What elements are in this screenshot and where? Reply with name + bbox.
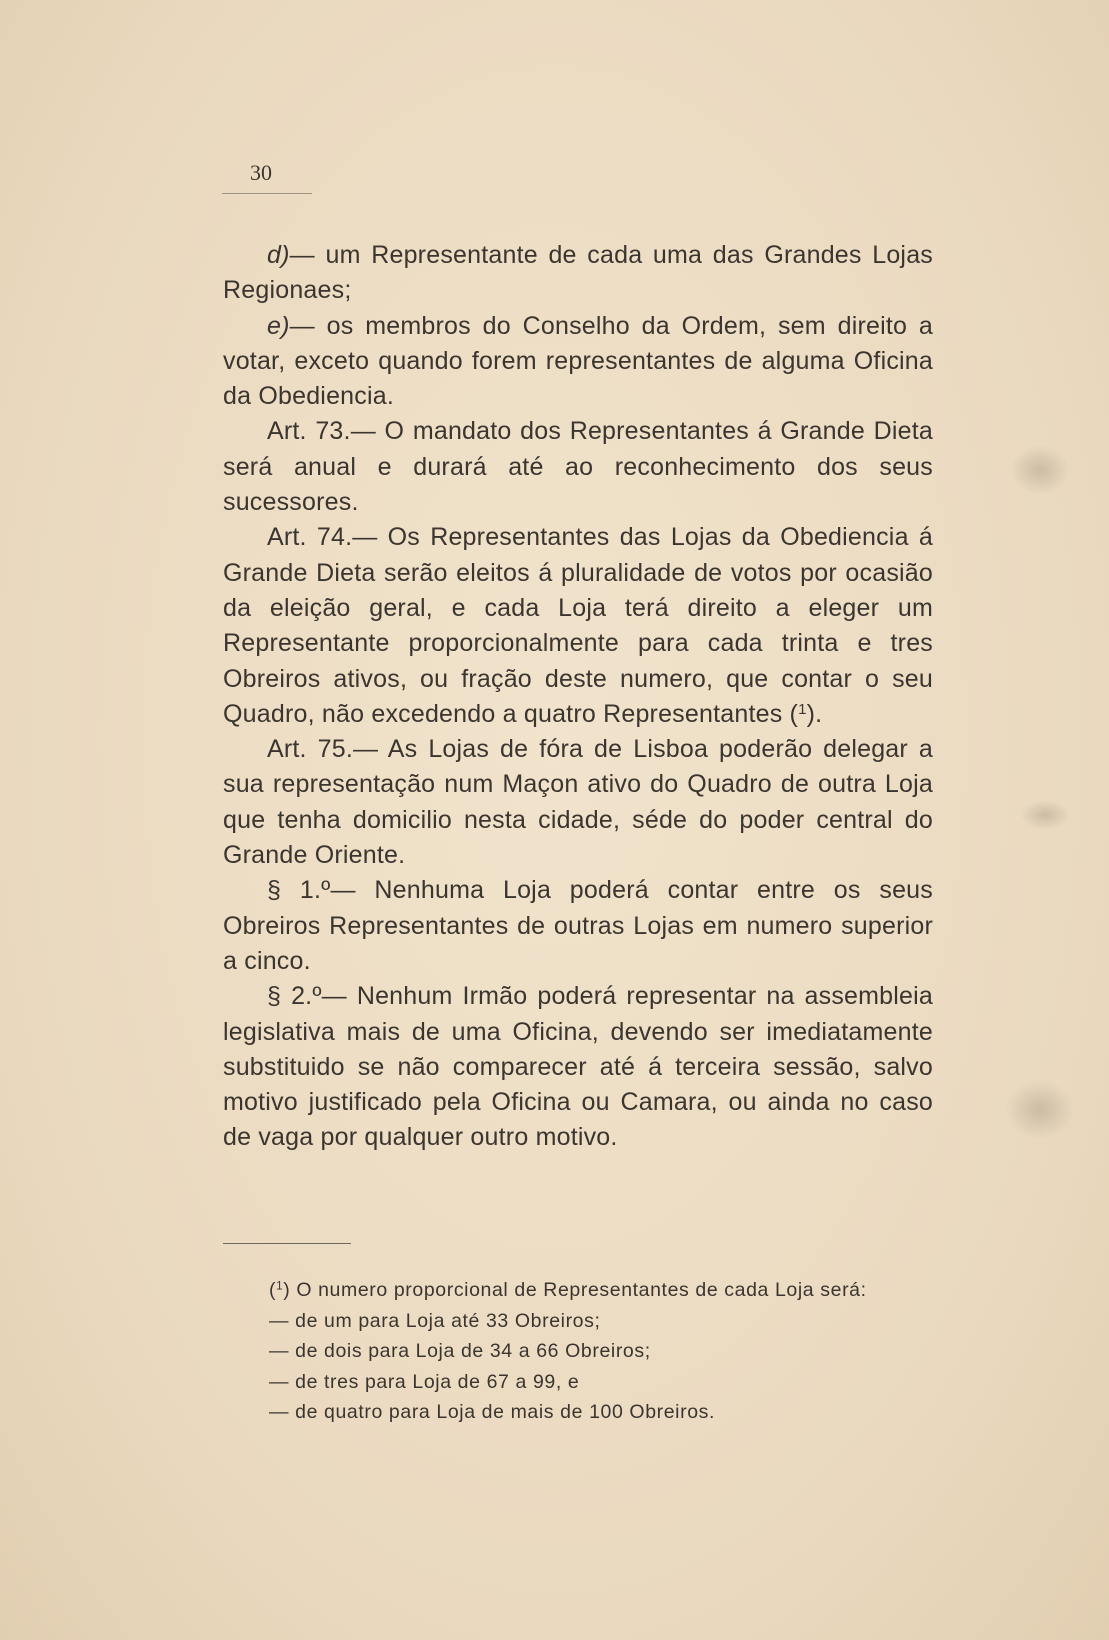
paragraph-text: — os membros do Conselho da Ordem, sem direito a votar, exceto quando forem representantes de alguma Oficina da Obediencia. bbox=[223, 311, 933, 411]
paragraph-d bbox=[223, 238, 933, 309]
paragraph-text: — O mandato dos Representantes á Grande Dieta será anual e durará até ao reconhecimento dos seus sucessores. bbox=[223, 417, 933, 517]
page-stain bbox=[1005, 1080, 1075, 1140]
footnote-intro: ($^1$) O numero proporcional de Representantes de cada Loja será: bbox=[269, 1279, 867, 1301]
article-label: Art. 75. bbox=[267, 735, 354, 764]
paragraph-text: — Os Representantes das Lojas da Obediencia á Grande Dieta serão eleitos á pluralidade de votos por ocasião da eleição geral, e cada Loja terá direito a eleger um Representante proporcionalmente para cada trinta e tres Obreiros ativos, ou fração deste numero, que contar o seu Quadro, não excedendo a quatro Representantes ( bbox=[223, 523, 933, 728]
article-75 bbox=[223, 732, 933, 873]
footnote-item: — de quatro para Loja de mais de 100 Obreiros. bbox=[269, 1401, 716, 1423]
footnote-item: — de um para Loja até 33 Obreiros; bbox=[269, 1309, 601, 1332]
article-73 bbox=[223, 414, 933, 520]
article-label: Art. 73. bbox=[267, 417, 351, 446]
footnote-item: — de tres para Loja de 67 a 99, e bbox=[269, 1370, 580, 1393]
body-text bbox=[223, 238, 933, 1156]
footnote-text: O numero proporcional de Representantes de cada Loja será: bbox=[296, 1279, 867, 1301]
footnote-rule bbox=[223, 1243, 351, 1244]
article-74 bbox=[223, 520, 933, 732]
paragraph-text: — um Representante de cada uma das Grandes Lojas Regionaes; bbox=[223, 241, 933, 305]
page-stain bbox=[1010, 445, 1070, 495]
paragraph-text: — Nenhuma Loja poderá contar entre os seus Obreiros Representantes de outras Lojas em numero superior a cinco. bbox=[223, 876, 933, 975]
page-number: 30 bbox=[250, 160, 272, 185]
footnote-marker: 1 bbox=[276, 1279, 284, 1293]
page-stain bbox=[1020, 800, 1070, 830]
paragraph-text-tail: ). bbox=[806, 699, 823, 728]
footnote-reference[interactable]: 1 bbox=[798, 700, 807, 718]
footnote bbox=[223, 1275, 933, 1428]
footnote-item: — de dois para Loja de 34 a 66 Obreiros; bbox=[269, 1340, 651, 1362]
article-label: Art. 74. bbox=[267, 523, 353, 552]
section-1 bbox=[223, 873, 933, 979]
section-label: § 1.º bbox=[267, 876, 331, 905]
item-label: d) bbox=[267, 241, 290, 269]
item-label: e) bbox=[267, 311, 290, 340]
section-label: § 2.º bbox=[267, 982, 322, 1011]
header-rule bbox=[222, 193, 312, 194]
paragraph-text: — Nenhum Irmão poderá representar na assembleia legislativa mais de uma Oficina, devendo ser imediatamente substituido se não comparecer até á terceira sessão, salvo motivo justificado pela Oficina ou Camara, ou ainda no caso de vaga por qualquer outro motivo. bbox=[223, 982, 933, 1152]
section-2 bbox=[223, 979, 933, 1155]
paragraph-text: — As Lojas de fóra de Lisboa poderão delegar a sua representação num Maçon ativo do Quadro de outra Loja que tenha domicilio nesta cidade, séde do poder central do Grande Oriente. bbox=[223, 735, 934, 870]
paragraph-e bbox=[223, 309, 933, 415]
